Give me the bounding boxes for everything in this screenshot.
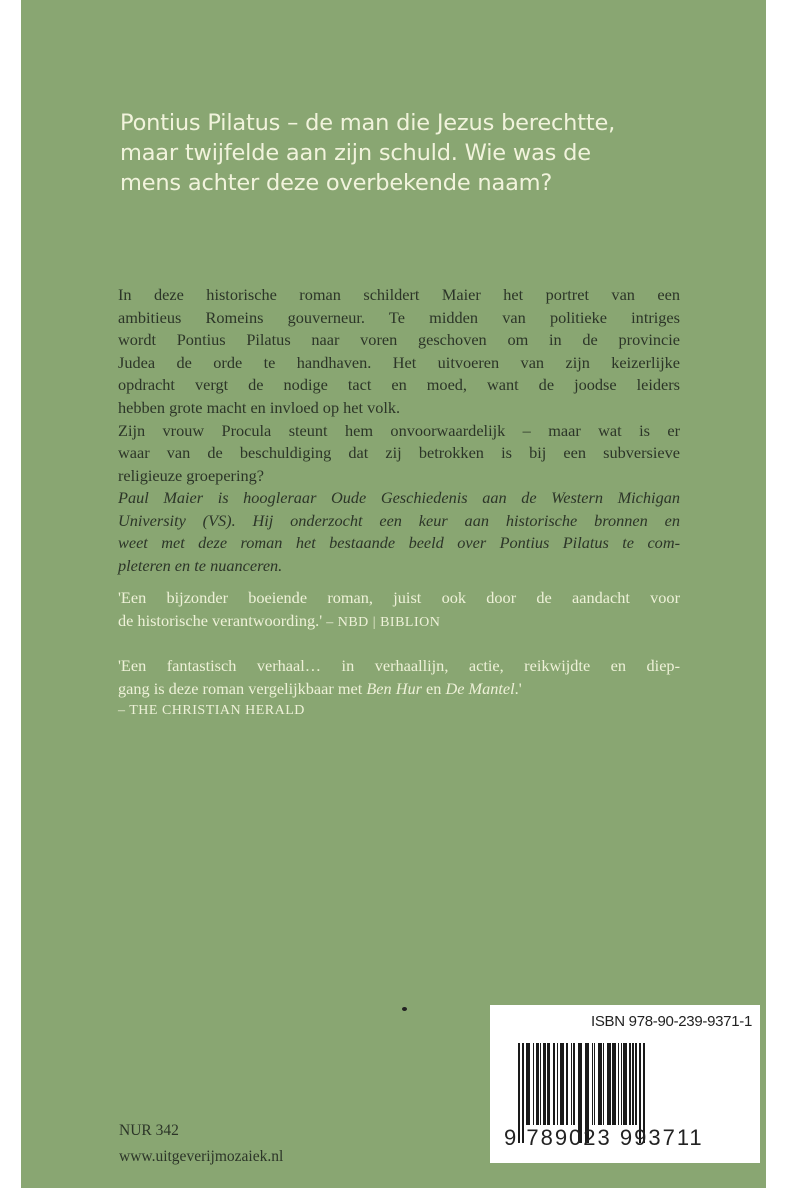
- quote-line: 'Een fantastisch verhaal… in verhaallijn, actie, reikwijdte en diep-: [118, 656, 680, 675]
- quote-text: en: [421, 678, 446, 698]
- barcode-bar: [635, 1043, 637, 1125]
- barcode-bar: [553, 1043, 555, 1125]
- review-quote-nbd: [118, 587, 680, 634]
- description-line: ambitieus Romeins gouverneur. Te midden van politieke intriges: [118, 307, 680, 327]
- quote-source: – THE CHRISTIAN HERALD: [118, 703, 305, 719]
- headline-line: mens achter deze overbekende naam?: [120, 170, 553, 196]
- author-bio-line: University (VS). Hij onderzocht een keur aan historische bronnen en: [118, 510, 680, 530]
- headline-line: maar twijfelde aan zijn schuld. Wie was de: [120, 140, 591, 166]
- headline-line: Pontius Pilatus – de man die Jezus berechtte,: [120, 110, 616, 136]
- barcode-bar: [603, 1043, 604, 1125]
- author-bio-line: weet met deze roman het bestaande beeld over Pontius Pilatus te com-: [118, 533, 680, 553]
- barcode-bar: [607, 1043, 611, 1125]
- description-line: waar van de beschuldiging dat zij betrokken is bij een subversieve: [118, 443, 680, 463]
- barcode-bar: [632, 1043, 634, 1125]
- description-line: In deze historische roman schildert Maier het portret van een: [118, 285, 680, 304]
- isbn-number: ISBN 978-90-239-9371-1: [590, 1013, 752, 1030]
- barcode-bar: [533, 1043, 534, 1125]
- quote-text: gang is deze roman vergelijkbaar met: [118, 678, 367, 698]
- barcode-bar: [592, 1043, 593, 1125]
- barcode-bar: [536, 1043, 539, 1125]
- quote-line: [118, 678, 680, 701]
- barcode-bar: [571, 1043, 572, 1125]
- book-title: Ben Hur: [366, 678, 422, 698]
- barcode-bar: [566, 1043, 568, 1125]
- barcode-bar: [629, 1043, 631, 1125]
- barcode-bar: [540, 1043, 541, 1125]
- description-line: wordt Pontius Pilatus naar voren geschoven om in de provincie: [118, 330, 680, 350]
- barcode-bar: [621, 1043, 622, 1125]
- quote-source: – NBD | BIBLION: [326, 614, 441, 630]
- author-bio-line: pleteren en te nuanceren.: [118, 555, 283, 575]
- nur-code: NUR 342: [119, 1122, 179, 1139]
- author-bio-line: Paul Maier is hoogleraar Oude Geschiedenis aan de Western Michigan: [118, 488, 680, 507]
- barcode-bar: [598, 1043, 602, 1125]
- barcode-bar: [557, 1043, 558, 1125]
- author-bio: [118, 487, 680, 577]
- quote-text: de historische verantwoording.': [118, 610, 323, 630]
- book-title: De Mantel: [445, 678, 515, 698]
- publisher-website: www.uitgeverijmozaiek.nl: [119, 1148, 284, 1165]
- isbn-barcode: [490, 1005, 760, 1163]
- ean-number: 9 789023 993711: [504, 1125, 704, 1150]
- quote-text: .': [514, 678, 522, 698]
- barcode-bar: [560, 1043, 564, 1125]
- headline: [120, 108, 680, 198]
- speck: [402, 1007, 407, 1011]
- description: [118, 284, 680, 487]
- barcode-bar: [547, 1043, 550, 1125]
- review-quote-christian-herald: [118, 655, 680, 723]
- description-line: Judea de orde te handhaven. Het uitvoeren van zijn keizerlijke: [118, 352, 680, 372]
- barcode-bar: [526, 1043, 530, 1125]
- description-line: opdracht vergt de nodige tact en moed, want de joodse leiders: [118, 375, 680, 395]
- quote-line: 'Een bijzonder boeiende roman, juist ook door de aandacht voor: [118, 588, 680, 607]
- description-line: religieuze groepering?: [118, 465, 264, 485]
- barcode-bar: [543, 1043, 546, 1125]
- description-line: hebben grote macht en invloed op het volk.: [118, 397, 401, 417]
- barcode-bar: [612, 1043, 616, 1125]
- description-line: Zijn vrouw Procula steunt hem onvoorwaardelijk – maar wat is er: [118, 420, 680, 440]
- barcode-bar: [594, 1043, 595, 1125]
- barcode-bar: [618, 1043, 619, 1125]
- barcode-bar: [573, 1043, 575, 1125]
- barcode-bar: [623, 1043, 627, 1125]
- quote-line: [118, 610, 680, 635]
